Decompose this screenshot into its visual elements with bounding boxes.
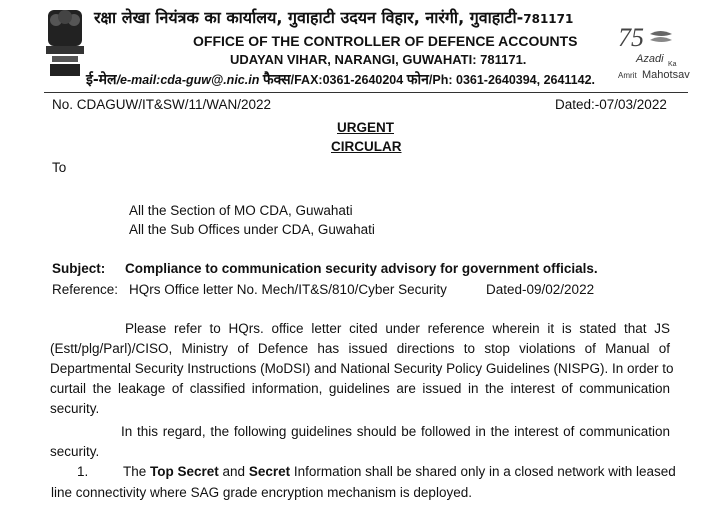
reference-date: Dated-09/02/2022: [486, 282, 595, 297]
subject-label: Subject:: [52, 261, 106, 276]
circular-heading: CIRCULAR: [331, 139, 402, 154]
recipient-line: All the Sub Offices under CDA, Guwahati: [129, 222, 375, 237]
svg-text:75: 75: [618, 23, 644, 52]
recipient-line: All the Section of MO CDA, Guwahati: [129, 203, 353, 218]
azadi-ka-amrit-mahotsav-logo: [612, 20, 690, 82]
letterhead-address: UDAYAN VIHAR, NARANGI, GUWAHATI: 781171.: [230, 52, 527, 67]
svg-text:Amrit: Amrit: [618, 71, 637, 80]
item-1-text-continued: line connectivity where SAG grade encryption mechanism is deployed.: [51, 485, 472, 500]
item-number: 1.: [77, 464, 89, 479]
phone-text: /Ph: 0361-2640394, 2641142.: [428, 73, 596, 87]
urgent-heading: URGENT: [337, 120, 394, 135]
letterhead-office-name: OFFICE OF THE CONTROLLER OF DEFENCE ACCOUNTS: [193, 33, 578, 49]
item-1-text: The Top Secret and Secret Information shall be shared only in a closed network with leased: [123, 464, 676, 479]
fax-text: /FAX:0361-2640204: [290, 73, 404, 87]
svg-text:Mahotsav: Mahotsav: [642, 69, 690, 81]
letterhead-contact-line: ई-मेल/e-mail:cda-guw@.nic.in फैक्स/FAX:0361-2640204 फोन/Ph: 0361-2640394, 2641142.: [86, 72, 596, 88]
to-label: To: [52, 160, 67, 175]
svg-text:Ka: Ka: [668, 61, 677, 68]
paragraph-2: In this regard, the following guidelines should be followed in the interest of communication security.: [50, 424, 670, 459]
national-emblem-logo: [42, 6, 88, 80]
letterhead-hindi-title: रक्षा लेखा नियंत्रक का कार्यालय, गुवाहाटी उदयन विहार, नारंगी, गुवाहाटी-781171: [94, 8, 574, 27]
svg-text:Azadi: Azadi: [636, 53, 664, 65]
subject-text: Compliance to communication security advisory for government officials.: [125, 261, 598, 276]
issue-date: Dated:-07/03/2022: [555, 97, 667, 112]
letterhead-divider: [44, 92, 688, 93]
reference-label: Reference:: [52, 282, 119, 297]
paragraph-1: Please refer to HQrs. office letter cited under reference wherein it is stated that JS (Estt/plg/Parl)/CISO, Ministry of Defence has issued directions to stop violations of Manual of Departmental Security Instructions (MoDSI) and National Security Policy Guidelines (NISPG). In order to curtail the leakage of classified information, guidelines are issued in the interest of communication security.: [50, 321, 674, 416]
reference-number: No. CDAGUW/IT&SW/11/WAN/2022: [52, 97, 272, 112]
reference-text: HQrs Office letter No. Mech/IT&S/810/Cyber Security: [129, 282, 447, 297]
email-text: /e-mail:cda-guw@.nic.in: [116, 73, 260, 87]
